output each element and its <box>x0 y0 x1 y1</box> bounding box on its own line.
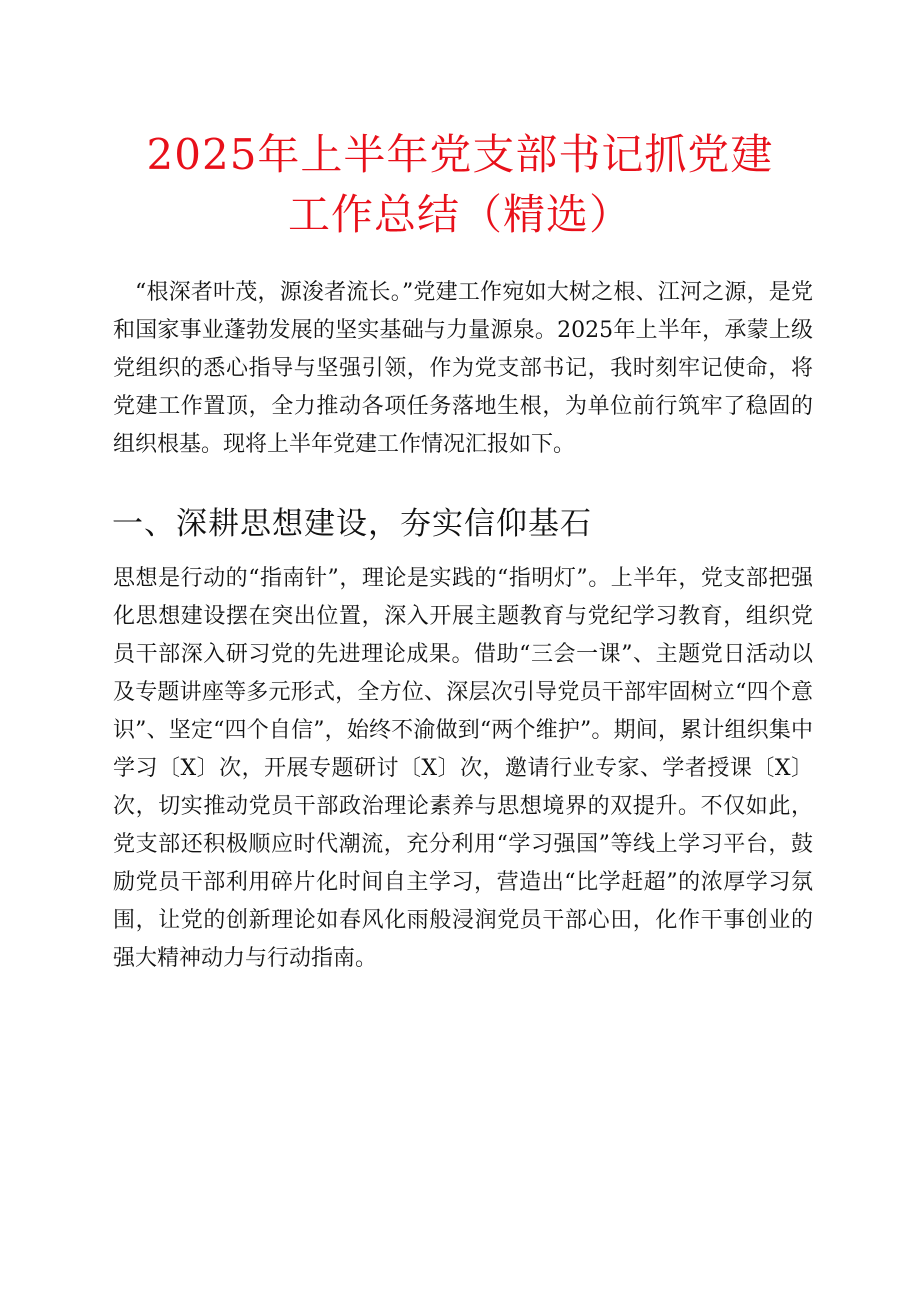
title-line-1: 2025年上半年党支部书记抓党建 <box>146 130 774 179</box>
title-line-2: 工作总结（精选） <box>287 190 632 239</box>
document-title <box>60 125 860 245</box>
intro-paragraph: “根深者叶茂，源浚者流长。”党建工作宛如大树之根、江河之源，是党和国家事业蓬勃发展的坚实基础与力量源泉。2025年上半年，承蒙上级党组织的悉心指导与坚强引领，作为党支部书记，我时刻牢记使命，将党建工作置顶，全力推动各项任务落地生根，为单位前行筑牢了稳固的组织根基。现将上半年党建工作情况汇报如下。 <box>113 280 813 457</box>
section-body-paragraph: 思想是行动的“指南针”，理论是实践的“指明灯”。上半年，党支部把强化思想建设摆在突出位置，深入开展主题教育与党纪学习教育，组织党员干部深入研习党的先进理论成果。借助“三会一课”、主题党日活动以及专题讲座等多元形式，全方位、深层次引导党员干部牢固树立“四个意识”、坚定“四个自信”，始终不渝做到“两个维护”。期间，累计组织集中学习〔X〕次，开展专题研讨〔X〕次，邀请行业专家、学者授课〔X〕次，切实推动党员干部政治理论素养与思想境界的双提升。不仅如此，党支部还积极顺应时代潮流，充分利用“学习强国”等线上学习平台，鼓励党员干部利用碎片化时间自主学习，营造出“比学赶超”的浓厚学习氛围，让党的创新理论如春风化雨般浸润党员干部心田，化作干事创业的强大精神动力与行动指南。 <box>113 566 813 971</box>
section-heading: 一、深耕思想建设，夯实信仰基石 <box>112 506 592 542</box>
